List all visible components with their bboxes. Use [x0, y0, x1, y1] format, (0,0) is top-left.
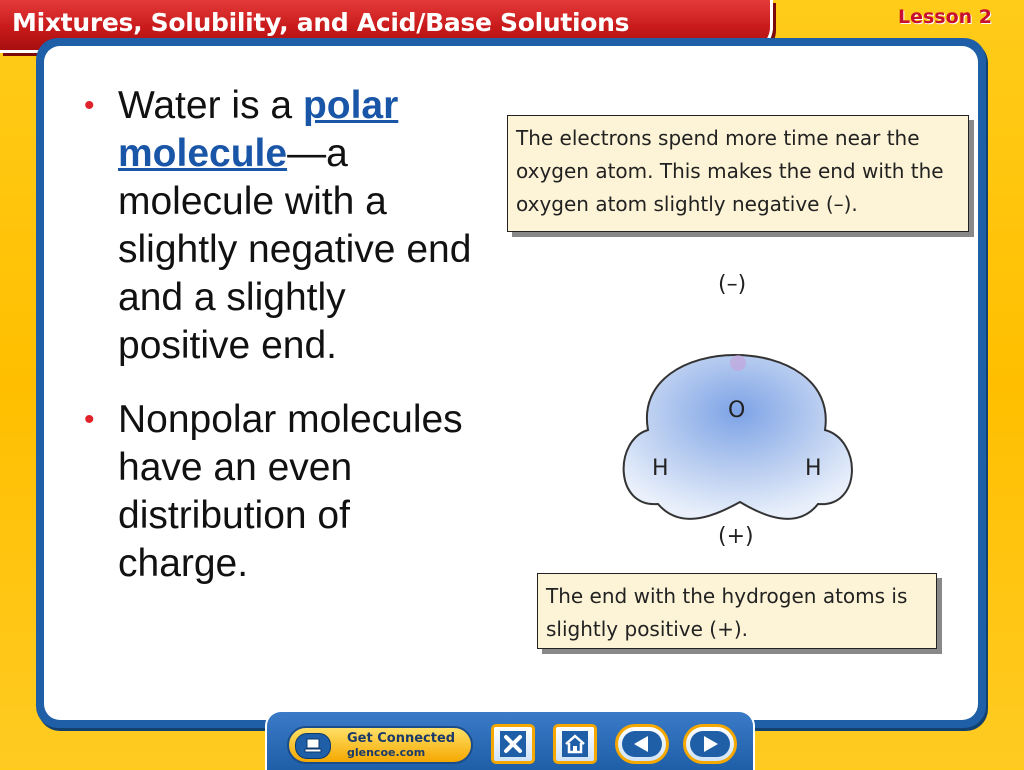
navigation-bar [265, 710, 755, 770]
bullet-item [80, 82, 480, 370]
computer-icon [295, 733, 331, 759]
bullet-dot: • [84, 89, 95, 122]
bullet-item [80, 396, 480, 588]
previous-arrow-icon [622, 731, 662, 757]
electron-dot [730, 355, 746, 371]
get-connected-label: Get Connected [347, 731, 456, 746]
bullet-text-post: —a molecule with a slightly negative end and a slightly positive end. [118, 132, 472, 367]
next-button[interactable] [683, 724, 737, 764]
negative-charge-label: (–) [718, 272, 747, 297]
water-molecule-diagram [600, 270, 880, 560]
close-button[interactable] [491, 724, 535, 764]
molecule-outline [624, 355, 852, 519]
lesson-label: Lesson 2 [897, 6, 992, 28]
polar-molecule-link[interactable]: polar molecule [118, 84, 399, 175]
previous-button[interactable] [615, 724, 669, 764]
callout-hydrogen: The end with the hydrogen atoms is slightly positive (+). [537, 573, 937, 649]
bullet-text: Nonpolar molecules have an even distribution of charge. [118, 398, 463, 585]
next-arrow-icon [690, 731, 730, 757]
hydrogen-left-label: H [652, 456, 669, 481]
oxygen-label: O [728, 398, 746, 423]
home-button[interactable] [553, 724, 597, 764]
home-icon [562, 731, 588, 757]
get-connected-button[interactable] [287, 726, 473, 764]
bullet-list [80, 82, 480, 614]
close-icon [500, 731, 526, 757]
callout-electrons: The electrons spend more time near the oxygen atom. This makes the end with the oxygen atom slightly negative (–). [507, 115, 969, 232]
hydrogen-right-label: H [805, 456, 822, 481]
slide-title: Mixtures, Solubility, and Acid/Base Solutions [12, 8, 630, 37]
glencoe-site-label: glencoe.com [347, 746, 426, 759]
positive-charge-label: (+) [718, 524, 754, 549]
bullet-text-pre: Water is a [118, 84, 303, 127]
bullet-dot: • [84, 403, 95, 436]
